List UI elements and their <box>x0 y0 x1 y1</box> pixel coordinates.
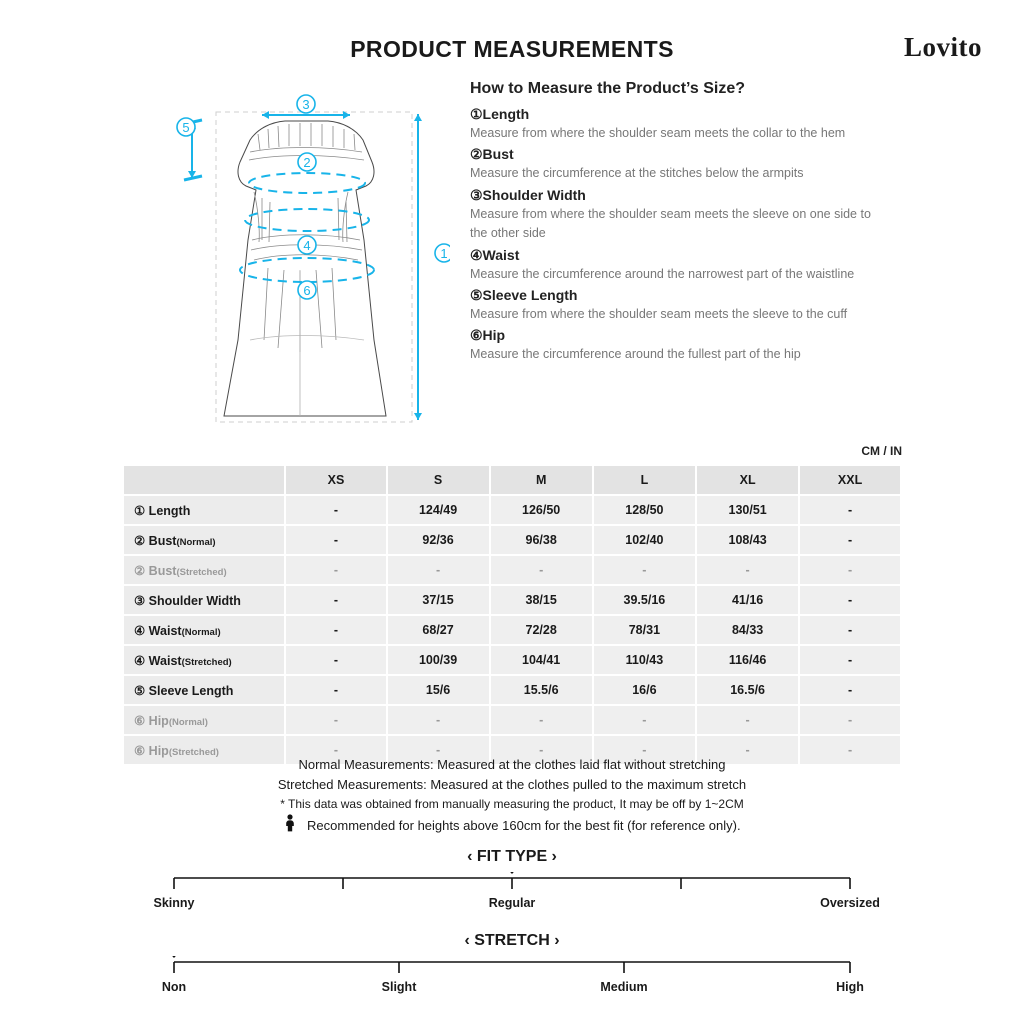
fit-type-title: ‹ FIT TYPE › <box>467 848 557 865</box>
table-row <box>123 585 901 615</box>
measure-label-shoulder-width: ③Shoulder Width <box>470 186 586 203</box>
cell-bust-stretched-xl: - <box>696 555 799 585</box>
table-header-row <box>123 465 901 495</box>
measure-item-sleeve-length <box>470 287 890 324</box>
row-label-sub: (Stretched) <box>176 566 227 578</box>
note-height-recommendation <box>0 814 1024 838</box>
measure-label-length: ①Length <box>470 106 530 122</box>
cell-waist-stretched-l: 110/43 <box>593 645 696 675</box>
row-label-text: ③ Shoulder Width <box>134 593 241 608</box>
row-label-text: ⑥ Hip <box>134 743 169 758</box>
cell-sleeve-xs: - <box>285 675 386 705</box>
row-label-text: ⑤ Sleeve Length <box>134 683 234 698</box>
table-header-xl: XL <box>696 465 799 495</box>
measure-item-bust <box>470 146 890 183</box>
table-header-m: M <box>490 465 593 495</box>
fit-type-label-oversized: Oversized <box>820 896 880 910</box>
cell-bust-stretched-s: - <box>387 555 490 585</box>
row-label-sub: (Normal) <box>168 716 208 728</box>
cell-bust-normal-m: 96/38 <box>490 525 593 555</box>
row-label-bust-normal <box>123 525 285 555</box>
cell-waist-stretched-xxl: - <box>799 645 901 675</box>
table-row <box>123 645 901 675</box>
measure-label-hip: ⑥Hip <box>470 327 506 344</box>
measure-item-waist <box>470 247 890 284</box>
measure-desc-length: Measure from where the shoulder seam meets the collar to the hem <box>470 126 846 140</box>
stretch-labels <box>150 980 874 998</box>
cell-waist-stretched-s: 100/39 <box>387 645 490 675</box>
row-label-text: ④ Waist <box>134 623 182 638</box>
cell-waist-stretched-xl: 116/46 <box>696 645 799 675</box>
row-label-bust-stretched <box>123 555 285 585</box>
measure-desc-waist: Measure the circumference around the narrowest part of the waistline <box>470 266 855 281</box>
how-to-measure-heading: How to Measure the Product’s Size? <box>470 80 746 97</box>
row-label-waist-stretched <box>123 645 285 675</box>
cell-bust-normal-xs: - <box>285 525 386 555</box>
cell-length-xl: 130/51 <box>696 495 799 525</box>
units-label: CM / IN <box>861 444 902 458</box>
fit-type-axis <box>150 872 874 894</box>
stretch-scale <box>150 956 874 978</box>
cell-waist-stretched-xs: - <box>285 645 386 675</box>
measure-label-waist: ④Waist <box>470 246 520 263</box>
cell-waist-normal-m: 72/28 <box>490 615 593 645</box>
cell-bust-normal-s: 92/36 <box>387 525 490 555</box>
note-disclaimer: * This data was obtained from manually measuring the product, It may be off by 1~2CM <box>280 797 744 812</box>
table-row <box>123 615 901 645</box>
table-row <box>123 675 901 705</box>
svg-text:2: 2 <box>303 155 311 170</box>
cell-hip-stretched-xl: - <box>696 735 799 765</box>
measure-label-sleeve-length: ⑤Sleeve Length <box>470 286 578 303</box>
stretch-label-high: High <box>836 980 864 994</box>
measure-item-shoulder-width <box>470 187 890 244</box>
garment-illustration <box>150 90 450 440</box>
cell-hip-normal-l: - <box>593 705 696 735</box>
page-title: PRODUCT MEASUREMENTS <box>350 36 674 62</box>
cell-length-xs: - <box>285 495 386 525</box>
row-label-sleeve-length <box>123 675 285 705</box>
fit-type-label-skinny: Skinny <box>153 896 195 910</box>
cell-length-m: 126/50 <box>490 495 593 525</box>
svg-text:4: 4 <box>303 238 311 253</box>
row-label-text: ⑥ Hip <box>134 713 169 728</box>
table-header-s: S <box>387 465 490 495</box>
cell-waist-normal-xl: 84/33 <box>696 615 799 645</box>
measure-desc-shoulder-width: Measure from where the shoulder seam meets the sleeve on one side to the other side <box>470 206 871 241</box>
row-label-sub: (Stretched) <box>168 746 219 758</box>
cell-hip-normal-xs: - <box>285 705 386 735</box>
cell-waist-normal-l: 78/31 <box>593 615 696 645</box>
cell-waist-stretched-m: 104/41 <box>490 645 593 675</box>
svg-text:6: 6 <box>303 283 311 298</box>
cell-waist-normal-xs: - <box>285 615 386 645</box>
stretch-label-medium: Medium <box>600 980 648 994</box>
size-table <box>122 464 902 766</box>
cell-shoulder-s: 37/15 <box>387 585 490 615</box>
cell-hip-stretched-s: - <box>387 735 490 765</box>
svg-text:3: 3 <box>302 97 310 112</box>
cell-hip-stretched-xs: - <box>285 735 386 765</box>
table-header-xs: XS <box>285 465 386 495</box>
cell-shoulder-xl: 41/16 <box>696 585 799 615</box>
svg-text:1: 1 <box>440 246 448 261</box>
table-header-l: L <box>593 465 696 495</box>
note-normal-measurements: Normal Measurements: Measured at the clothes laid flat without stretching <box>298 757 726 772</box>
measure-desc-bust: Measure the circumference at the stitches below the armpits <box>470 166 804 181</box>
cell-bust-normal-xl: 108/43 <box>696 525 799 555</box>
cell-bust-stretched-xxl: - <box>799 555 901 585</box>
cell-hip-normal-m: - <box>490 705 593 735</box>
cell-sleeve-xxl: - <box>799 675 901 705</box>
row-label-hip-normal <box>123 705 285 735</box>
stretch-label-non: Non <box>161 980 187 994</box>
cell-length-l: 128/50 <box>593 495 696 525</box>
cell-shoulder-xxl: - <box>799 585 901 615</box>
measure-label-bust: ②Bust <box>470 146 514 163</box>
measure-item-length <box>470 106 890 143</box>
cell-shoulder-m: 38/15 <box>490 585 593 615</box>
note-stretched-measurements: Stretched Measurements: Measured at the clothes pulled to the maximum stretch <box>277 777 747 793</box>
cell-hip-stretched-l: - <box>593 735 696 765</box>
row-label-text: ① Length <box>134 503 191 518</box>
cell-shoulder-l: 39.5/16 <box>593 585 696 615</box>
cell-hip-normal-xl: - <box>696 705 799 735</box>
table-row <box>123 495 901 525</box>
cell-bust-stretched-m: - <box>490 555 593 585</box>
svg-text:5: 5 <box>182 120 190 135</box>
cell-sleeve-l: 16/6 <box>593 675 696 705</box>
cell-hip-stretched-m: - <box>490 735 593 765</box>
cell-bust-stretched-l: - <box>593 555 696 585</box>
fit-type-label-regular: Regular <box>488 896 536 910</box>
measure-item-hip <box>470 327 890 364</box>
table-row <box>123 525 901 555</box>
person-icon <box>283 814 297 838</box>
row-label-text: ② Bust <box>134 533 177 548</box>
stretch-axis <box>150 956 874 978</box>
cell-sleeve-s: 15/6 <box>387 675 490 705</box>
cell-sleeve-xl: 16.5/6 <box>696 675 799 705</box>
notes-section <box>0 755 1024 838</box>
cell-waist-normal-xxl: - <box>799 615 901 645</box>
cell-length-xxl: - <box>799 495 901 525</box>
row-label-shoulder-width <box>123 585 285 615</box>
cell-hip-normal-s: - <box>387 705 490 735</box>
table-header-xxl: XXL <box>799 465 901 495</box>
cell-hip-normal-xxl: - <box>799 705 901 735</box>
cell-length-s: 124/49 <box>387 495 490 525</box>
row-label-text: ④ Waist <box>134 653 182 668</box>
table-row <box>123 555 901 585</box>
person-icon-glyph <box>283 814 297 832</box>
cell-bust-normal-l: 102/40 <box>593 525 696 555</box>
brand-logo: Lovito <box>903 32 982 62</box>
how-to-measure-section <box>470 80 890 368</box>
cell-bust-normal-xxl: - <box>799 525 901 555</box>
cell-bust-stretched-xs: - <box>285 555 386 585</box>
cell-sleeve-m: 15.5/6 <box>490 675 593 705</box>
row-label-waist-normal <box>123 615 285 645</box>
stretch-title: ‹ STRETCH › <box>464 932 560 949</box>
table-row <box>123 705 901 735</box>
measure-desc-hip: Measure the circumference around the fullest part of the hip <box>470 347 801 362</box>
cell-hip-stretched-xxl: - <box>799 735 901 765</box>
table-header-blank <box>123 465 285 495</box>
row-label-length <box>123 495 285 525</box>
note-height-text: Recommended for heights above 160cm for the best fit (for reference only). <box>307 817 741 833</box>
stretch-label-slight: Slight <box>381 980 417 994</box>
garment-diagram <box>150 90 450 440</box>
measure-desc-sleeve-length: Measure from where the shoulder seam meets the sleeve to the cuff <box>470 306 848 321</box>
row-label-sub: (Stretched) <box>181 656 232 668</box>
row-label-text: ② Bust <box>134 563 177 578</box>
cell-waist-normal-s: 68/27 <box>387 615 490 645</box>
row-label-sub: (Normal) <box>181 626 221 638</box>
fit-type-labels <box>150 896 880 914</box>
fit-type-scale <box>150 872 874 894</box>
cell-shoulder-xs: - <box>285 585 386 615</box>
row-label-sub: (Normal) <box>176 536 216 548</box>
